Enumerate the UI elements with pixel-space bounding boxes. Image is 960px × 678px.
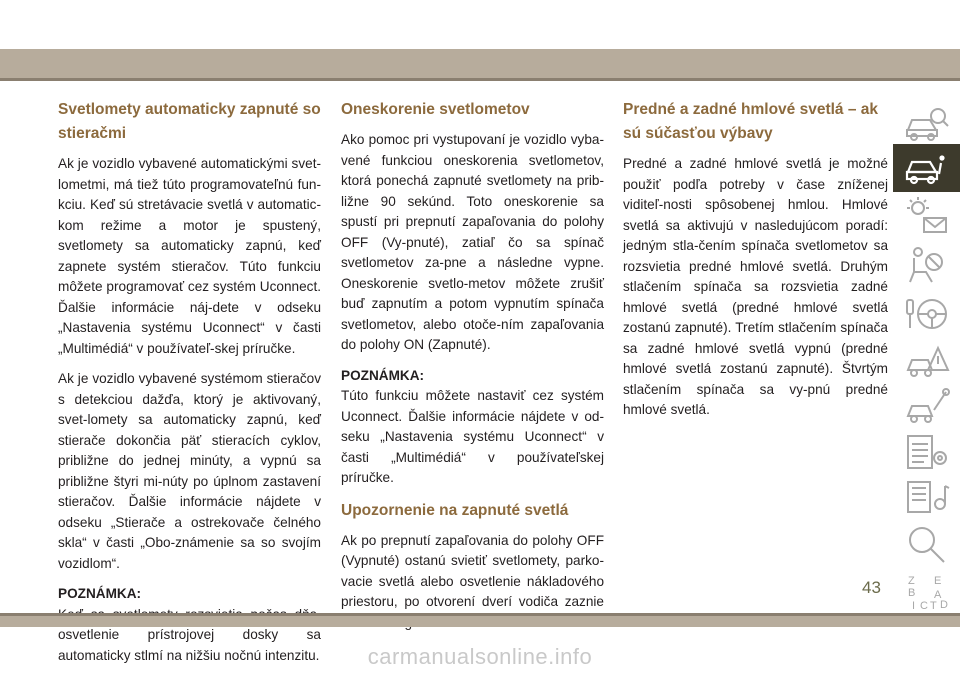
paragraph: Ak po prepnutí zapaľovania do polohy OFF (Vypnuté) ostanú svietiť svetlomety, parko-vacie svetlá alebo osvetlenie nákladového priestoru, po otvorení dverí vodiča zaznie <box>341 532 604 609</box>
note-label: POZNÁMKA: <box>341 367 425 383</box>
column-3 <box>623 98 888 431</box>
alphabet-letter: Z <box>907 575 915 587</box>
paragraph: Ak je vozidlo vybavené automatickými svet-lometmi, má tiež túto programovateľnú fun-kciu. Keď sú stretávacie svetlá v automatic-kom režime a motor je spustený, svetlomety sa automaticky zapnú, keď zapnete systém stieračov. Túto funkciu môžete programovať cez systém Uconnect. Ďalšie informácie náj-dete v odseku „Nastavenia systému Uconnect“ v časti „Multimédiá“ v používateľ-skej príručke. <box>58 156 321 356</box>
column-1 <box>58 98 321 676</box>
paragraph: Ako pomoc pri vystupovaní je vozidlo vyba-vené funkciou oneskorenia svetlometov, ktorá ponechá zapnuté svetlomety na prib-ližne 90 sekúnd. Toto oneskorenie sa spustí pri prepnutí zapaľovania do polohy OFF (Vy-pnuté), zatiaľ čo sa spínač svetlometov za-pne a následne vypne. Oneskorenie svetlo-metov môžete zrušiť buď zapnutím a potom vypnutím spínača svetlometov, alebo otoče-ním zapaľovania do polohy ON (Zapnuté). <box>341 132 604 352</box>
car-magnifier-icon[interactable] <box>893 100 960 148</box>
alphabet-letter: E <box>933 575 941 587</box>
section-heading-automatic-headlights: Svetlomety automaticky zapnuté so stieračmi <box>58 101 321 142</box>
alphabet-letter: B <box>907 587 915 599</box>
note-text: Túto funkciu môžete nastaviť cez systém Uconnect. Ďalšie informácie nájdete v od-seku „Nastavenia systému Uconnect“ v časti „Multimédiá“ v používateľskej príručke. <box>341 388 604 485</box>
alphabet-letter: D <box>939 599 948 611</box>
alphabet-letter: A <box>933 589 941 601</box>
bottom-band-stripe <box>0 613 960 616</box>
roadside-warning-triangle-icon[interactable] <box>893 336 960 384</box>
search-index-icon[interactable] <box>893 520 960 568</box>
warning-lights-message-icon[interactable] <box>893 192 960 240</box>
paragraph: Predné a zadné hmlové svetlá je možné použiť podľa potreby v čase zníženej viditeľ-nosti spôsobenej hmlou. Hmlové svetlá sa aktivujú v nasledujúcom poradí: jedným stla-čením spínača svetlometov sa rozsvietia predné hmlové svetlá. Druhým stlačením spínača sa rozsvietia zadné hmlové svetlá (predné hmlové svetlá zostanú zapnuté). Tretím stlačením spínača sa zadné hmlové svetlá vypnú (predné hmlové svetlá zostanú zapnuté). Štvrtým stlačením spínača sa vy-pnú predné hmlové svetlá. <box>623 156 888 417</box>
alphabet-letter: I <box>911 600 915 612</box>
watermark: carmanualsonline.info <box>367 644 593 669</box>
alphabet-index-icon[interactable] <box>893 570 960 618</box>
section-heading-fog-lights: Predné a zadné hmlové svetlá – ak sú súčasťou výbavy <box>623 101 879 142</box>
top-band-stripe <box>0 78 960 81</box>
service-wrench-icon[interactable] <box>893 382 960 430</box>
car-info-icon[interactable] <box>893 144 960 192</box>
paragraph: Ak je vozidlo vybavené systémom stieračov s detekciou dažďa, ktorý je aktivovaný, svet-lomety sa automaticky zapnú, keď stierače dokončia päť stieracích cyklov, približne do jednej minúty, a vypnú sa približne štyri mi-núty po úplnom zastavení stieračov. Ďalšie informácie nájdete v odseku „Stierače a ostrekovače čelného skla“ v časti „Obo-známenie sa so svojím vozidlom“. <box>58 371 321 571</box>
steering-wheel-key-icon[interactable] <box>893 290 960 338</box>
alphabet-letter: C <box>919 600 928 612</box>
bottom-footer-band <box>0 613 960 627</box>
airbag-seat-icon[interactable] <box>893 242 960 290</box>
page-number: 43 <box>862 578 881 597</box>
specifications-list-icon[interactable] <box>893 428 960 476</box>
column-2 <box>341 98 604 643</box>
section-heading-headlight-delay: Oneskorenie svetlometov <box>341 101 530 118</box>
multimedia-icon[interactable] <box>893 474 960 522</box>
alphabet-letter: T <box>929 600 937 612</box>
top-header-band <box>0 49 960 79</box>
note-text: osvetlenie prístrojovej dosky sa automaticky stlmí na nižšiu nočnú intenzitu. <box>58 627 321 663</box>
note-label: POZNÁMKA: <box>58 586 142 601</box>
section-heading-lights-on-reminder: Upozornenie na zapnuté svetlá <box>341 501 569 519</box>
